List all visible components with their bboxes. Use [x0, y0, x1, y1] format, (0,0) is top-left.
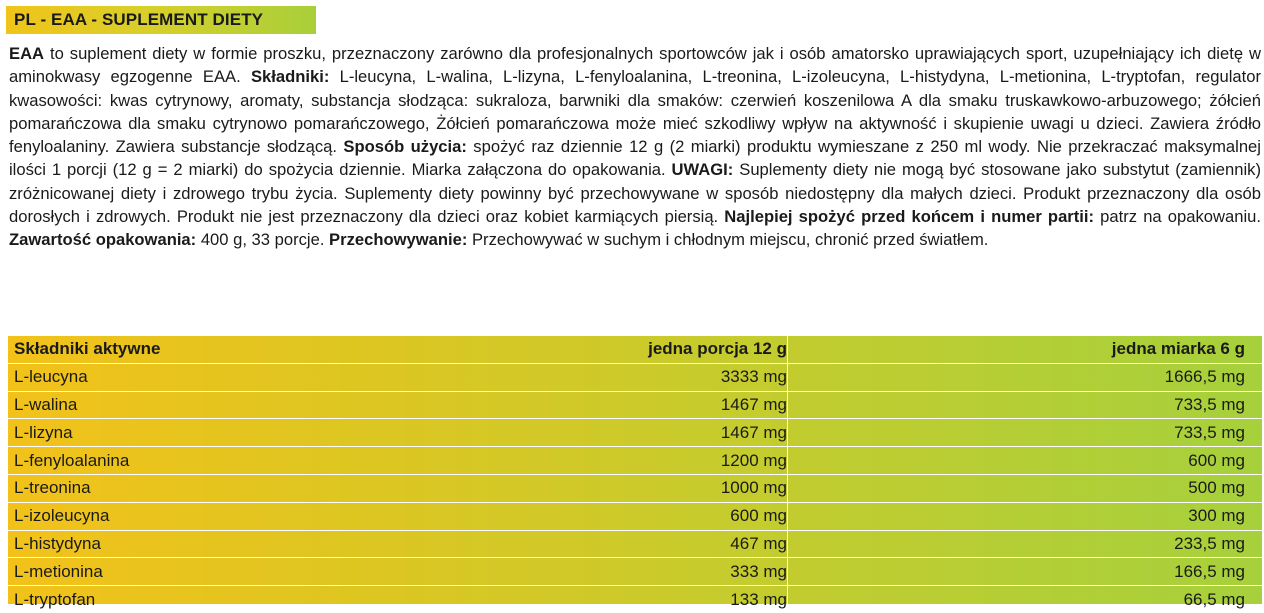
scoop-value: 733,5 mg [788, 419, 1263, 447]
ingredient-name: L-fenyloalanina [8, 447, 534, 475]
portion-value: 1467 mg [534, 419, 788, 447]
portion-value: 1467 mg [534, 391, 788, 419]
ingredient-name: L-leucyna [8, 363, 534, 391]
scoop-value: 1666,5 mg [788, 363, 1263, 391]
scoop-value: 300 mg [788, 502, 1263, 530]
contents-label: Zawartość opakowania: [9, 230, 197, 250]
table-row [8, 447, 1262, 475]
table-header-row [8, 336, 1262, 363]
intro-text: to suplement diety w formie proszku, przeznaczony zarówno dla profesjonalnych sportowców jak i osób amatorsko uprawiających sport, uzupełniający ich dietę w aminokwasy egzogenne EAA. [9, 44, 1261, 87]
table-row [8, 558, 1262, 586]
usage-label: Sposób użycia: [343, 137, 467, 157]
portion-value: 133 mg [534, 586, 788, 613]
scoop-value: 233,5 mg [788, 530, 1263, 558]
table-row [8, 419, 1262, 447]
portion-value: 467 mg [534, 530, 788, 558]
best-before-label: Najlepiej spożyć przed końcem i numer partii: [724, 207, 1095, 227]
ingredient-name: L-walina [8, 391, 534, 419]
header-scoop: jedna miarka 6 g [788, 336, 1263, 363]
contents-text: 400 g, 33 porcje. [196, 230, 330, 250]
portion-value: 3333 mg [534, 363, 788, 391]
storage-label: Przechowywanie: [329, 230, 468, 250]
scoop-value: 66,5 mg [1183, 589, 1245, 609]
best-before-text: patrz na opakowaniu. [1094, 207, 1261, 227]
scoop-value: 733,5 mg [788, 391, 1263, 419]
scoop-value: 600 mg [788, 447, 1263, 475]
product-name: EAA [9, 44, 45, 63]
ingredient-name: L-tryptofan [14, 589, 96, 609]
ingredients-label: Składniki: [250, 67, 330, 87]
ingredient-name: L-treonina [8, 474, 534, 502]
notes-text: Suplementy diety nie mogą być stosowane jako substytut (zamiennik) zróżnicowanej diety i zdrowego trybu życia. Suplementy diety powinny być przechowywane w sposób niedostępny dla małych dzieci. Produkt przeznaczony dla osób dorosłych i zdrowych. Produkt nie jest przeznaczony dla dzieci oraz kobiet karmiących piersią. [9, 160, 1261, 227]
scoop-value: 166,5 mg [788, 558, 1263, 586]
ingredients-text: L-leucyna, L-walina, L-lizyna, L-fenyloalanina, L-treonina, L-izoleucyna, L-histydyna, L-metionina, L-tryptofan, regulator kwasowości: kwas cytrynowy, aromaty, substancja słodząca: sukraloza, barwniki dla smaków: czerwień koszenilowa A dla smaku truskawkowo-arbuzowego; żółcień pomarańczowa dla smaku cytrynowo pomarańczowego, Żółcień pomarańczowa może mieć szkodliwy wpływ na aktywność i skupienie uwagi u dzieci. Zawiera źródło fenyloalaniny. Zawiera substancje słodzącą. [9, 67, 1261, 157]
active-ingredients-table [8, 336, 1262, 609]
title-band [6, 6, 316, 34]
header-ingredient: Składniki aktywne [8, 336, 534, 363]
ingredient-name: L-lizyna [8, 419, 534, 447]
ingredient-name: L-metionina [8, 558, 534, 586]
header-portion: jedna porcja 12 g [534, 336, 788, 363]
ingredient-name: L-histydyna [8, 530, 534, 558]
storage-text: Przechowywać w suchym i chłodnym miejscu, chronić przed światłem. [467, 230, 989, 250]
ingredient-name: L-izoleucyna [8, 502, 534, 530]
portion-value: 600 mg [534, 502, 788, 530]
table-row [8, 363, 1262, 391]
scoop-value: 500 mg [788, 474, 1263, 502]
table-row [8, 502, 1262, 530]
portion-value: 1000 mg [534, 474, 788, 502]
product-description [9, 42, 1261, 252]
page-title: PL - EAA - SUPLEMENT DIETY [14, 10, 264, 29]
table-row [8, 391, 1262, 419]
notes-label: UWAGI: [671, 160, 734, 180]
table-row [8, 474, 1262, 502]
portion-value: 333 mg [534, 558, 788, 586]
portion-value: 1200 mg [534, 447, 788, 475]
table-row [8, 530, 1262, 558]
usage-text: spożyć raz dziennie 12 g (2 miarki) produktu wymieszane z 250 ml wody. Nie przekraczać maksymalnej ilości 1 porcji (12 g = 2 miarki) do spożycia dziennie. Miarka załączona do opakowania. [9, 137, 1261, 180]
